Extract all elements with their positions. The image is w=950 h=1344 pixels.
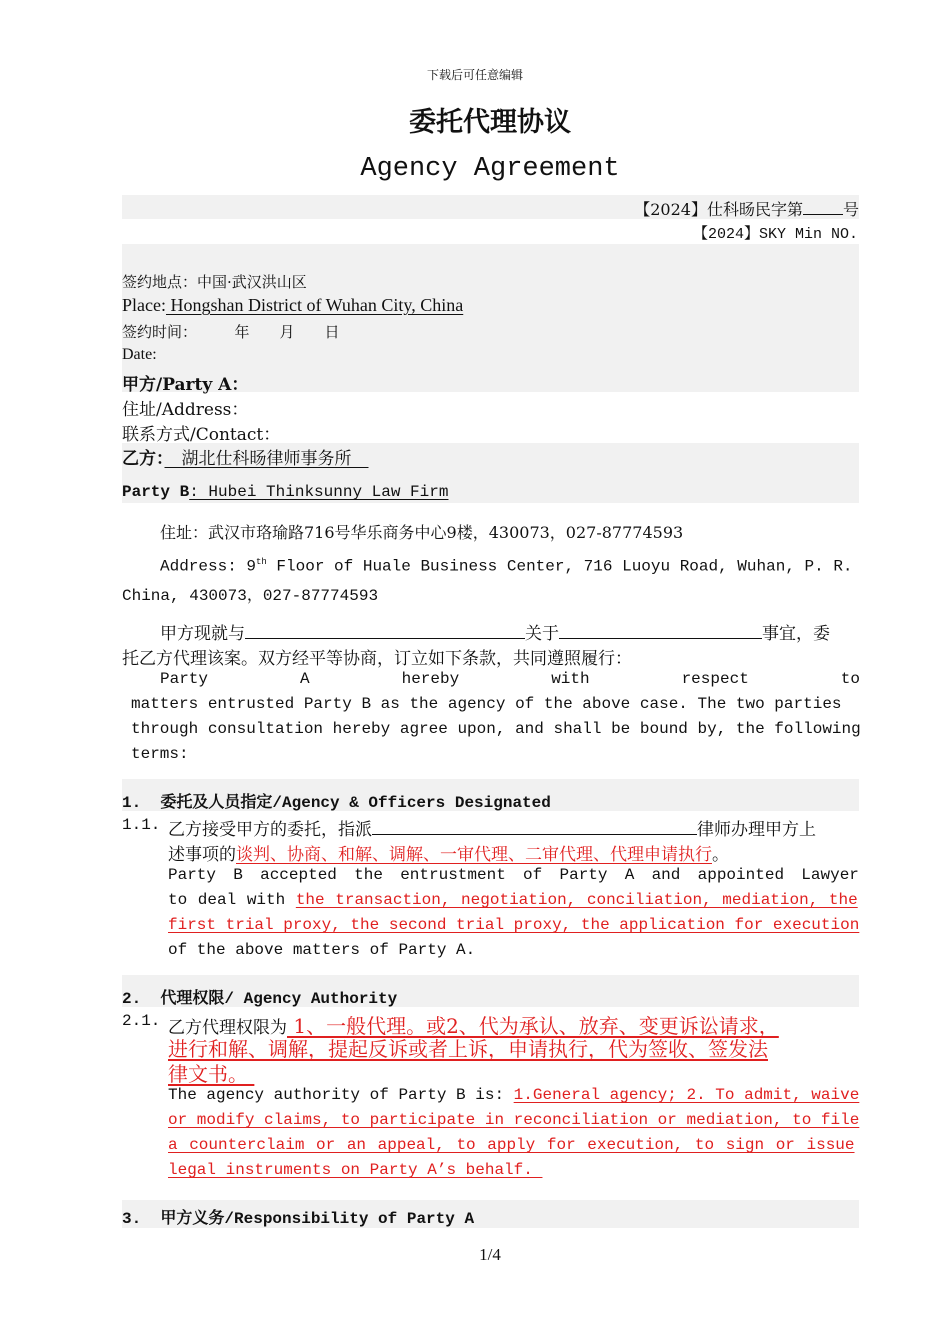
party-a-label: 甲方/Party A： [122,375,249,395]
s1-cn-1a: 乙方接受甲方的委托，指派 [168,820,372,840]
section3-heading: 3. 甲方义务/Responsibility of Party A [122,1210,475,1228]
section2-cn-line3: 律文书。 [168,1062,255,1086]
party-b-name-en: : Hubei Thinksunny Law Firm [189,483,449,501]
reference-cn [634,197,859,220]
s1-lawyer-blank [372,817,697,835]
s1-en-word: and [651,866,681,884]
reference-cn-suffix: 号 [842,200,859,219]
section2-en-line3: a counterclaim or an appeal, to apply for execution, to sign or issue [168,1136,855,1154]
intro-cn-1c: 事宜，委 [762,624,830,644]
s2-en-1a: The agency authority of Party B is: [168,1086,514,1104]
party-b-cn [122,444,369,469]
s1-cn-2-red: 谈判、协商、和解、调解、一审代理、二审代理、代理申请执行 [236,845,712,865]
s1-en-word: A [624,866,635,884]
intro-blank-1 [245,621,525,639]
section2-cn-line2: 进行和解、调解，提起反诉或者上诉，申请执行，代为签收、签发法 [168,1037,768,1061]
intro-en-line3: through consultation hereby agree upon, and shall be bound by, the following [131,720,861,738]
s1-en-word: Lawyer [801,866,859,884]
s2-cn-1-red: 1、一般代理。或2、代为承认、放弃、变更诉讼请求， [287,1014,779,1038]
party-b-name-cn: 湖北仕科旸律师事务所 [164,449,369,469]
signing-date-en: Date: [122,346,157,363]
section1-en-line1 [168,866,859,884]
party-b-address-cn: 住址：武汉市珞瑜路716号华乐商务中心9楼，430073，027-87774593 [160,523,684,542]
address-en-part2: Floor of Huale Business Center, 716 Luoyu Road, Wuhan, P. R. [266,557,853,576]
section2-en-line2: or modify claims, to participate in reconciliation or mediation, to file [168,1111,860,1129]
s1-cn-1b: 律师办理甲方上 [697,820,816,840]
address-en-part1: Address: 9 [160,557,257,576]
s1-en-word: of [523,866,543,884]
intro-cn-line2: 托乙方代理该案。双方经平等协商，订立如下条款，共同遵照履行： [122,649,632,669]
section1-en-line4: of the above matters of Party A. [168,941,476,959]
page-number: 1/4 [479,1245,501,1264]
s1-en-word: appointed [697,866,785,884]
intro-en-word: respect [681,670,749,688]
s1-en-word: the [354,866,383,884]
section1-en-line2 [168,891,858,909]
s1-cn-2a: 述事项的 [168,845,236,865]
intro-en-word: A [300,670,310,688]
party-b-address-en-line2: China, 430073，027-87774593 [122,587,379,605]
s1-en-word: accepted [260,866,337,884]
intro-en-line2: matters entrusted Party B as the agency of the above case. The two parties [131,695,842,713]
s1-en-word: B [233,866,243,884]
party-a-address: 住址/Address： [122,400,249,420]
party-a-contact: 联系方式/Contact： [122,425,281,445]
section1-cn-line2 [168,840,729,865]
reference-cn-text: 【2024】仕科旸民字第 [634,200,803,219]
party-b-label-cn: 乙方： [122,449,165,469]
s1-en-2-red: the transaction, negotiation, conciliation, mediation, the [295,891,858,909]
intro-cn-1b: 关于 [525,624,559,644]
section1-heading: 1. 委托及人员指定/Agency & Officers Designated [122,794,551,812]
section1-clause-number: 1.1. [122,816,161,834]
intro-en-word: to [840,670,860,688]
s1-en-word: Party [559,866,608,884]
intro-en-line1 [160,670,860,688]
party-b-address-en-line1 [160,557,853,576]
reference-blank [803,197,843,215]
signing-date-cn: 签约时间： 年 月 日 [122,323,340,341]
s1-en-word: Party [168,866,217,884]
signing-place-cn: 签约地点：中国·武汉洪山区 [122,273,307,291]
section1-cn-line1 [168,815,816,840]
intro-en-line4: terms: [131,745,189,763]
intro-en-word: hereby [401,670,460,688]
section2-clause-number: 2.1. [122,1012,161,1030]
intro-blank-2 [559,621,762,639]
intro-en-word: Party [160,670,209,688]
address-en-sup: th [256,557,267,567]
title-cn: 委托代理协议 [409,107,571,138]
s2-en-1-red: 1.General agency; 2. To admit, waive [513,1086,860,1104]
s1-en-2a: to deal with [168,891,296,909]
party-b-en [122,483,448,501]
section2-heading: 2. 代理权限/ Agency Authority [122,990,398,1008]
signing-place-en [122,295,463,316]
intro-cn-1a: 甲方现就与 [160,624,245,644]
s2-cn-1a: 乙方代理权限为 [168,1018,287,1038]
place-en-value: Hongshan District of Wuhan City, China [165,295,464,315]
section2-en-line1 [168,1086,859,1104]
reference-en: 【2024】SKY Min NO. [692,226,858,243]
s1-en-word: entrustment [400,866,506,884]
title-en: Agency Agreement [360,154,620,184]
place-en-label: Place: [122,295,166,315]
intro-en-word: with [551,670,590,688]
header-note: 下载后可任意编辑 [426,68,523,82]
section1-en-line3: first trial proxy, the second trial proxy, the application for execution [168,916,860,934]
section2-en-line4: legal instruments on Party A’s behalf. [168,1161,543,1179]
s1-cn-2b: 。 [712,845,729,865]
intro-cn-line1 [160,619,830,644]
party-b-label-en: Party B [122,483,190,501]
